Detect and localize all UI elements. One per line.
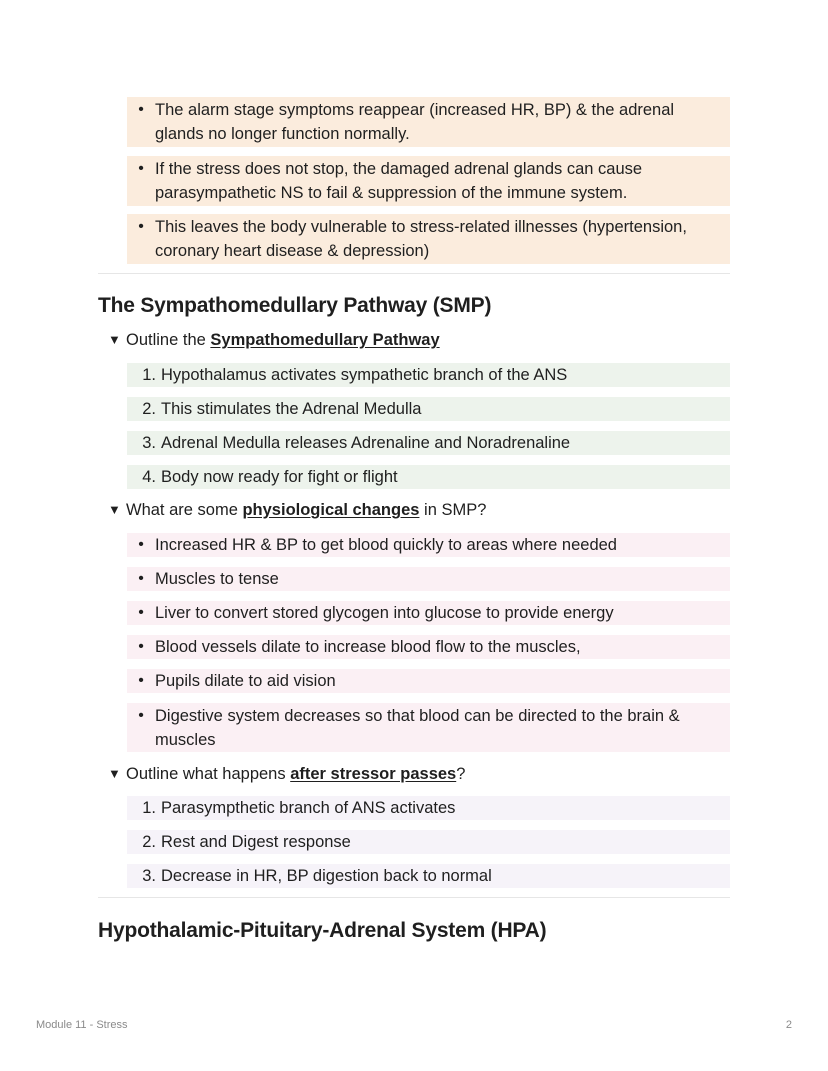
list-item: • The alarm stage symptoms reappear (increased HR, BP) & the adrenal glands no longer function normally.: [127, 97, 730, 147]
numbered-item: 4. Body now ready for fight or flight: [127, 465, 730, 489]
bullet-icon: •: [138, 638, 144, 655]
toggle-triangle-icon[interactable]: ▼: [108, 766, 121, 781]
list-item: • Digestive system decreases so that blood can be directed to the brain & muscles: [127, 703, 730, 752]
numbered-item: 3. Decrease in HR, BP digestion back to normal: [127, 864, 730, 888]
bullet-icon: •: [138, 672, 144, 689]
list-item: • Increased HR & BP to get blood quickly to areas where needed: [127, 533, 730, 557]
toggle-triangle-icon[interactable]: ▼: [108, 332, 121, 347]
section-heading-smp: The Sympathomedullary Pathway (SMP): [98, 294, 492, 317]
toggle-outline-smp[interactable]: ▼ Outline the Sympathomedullary Pathway: [108, 328, 440, 352]
toggle-physiological-changes[interactable]: ▼ What are some physiological changes in SMP?: [108, 498, 486, 522]
bullet-icon: •: [138, 101, 144, 118]
bullet-icon: •: [138, 160, 144, 177]
numbered-item: 1. Hypothalamus activates sympathetic branch of the ANS: [127, 363, 730, 387]
bullet-icon: •: [138, 536, 144, 553]
numbered-item: 3. Adrenal Medulla releases Adrenaline and Noradrenaline: [127, 431, 730, 455]
numbered-item: 2. This stimulates the Adrenal Medulla: [127, 397, 730, 421]
section-heading-hpa: Hypothalamic-Pituitary-Adrenal System (HPA): [98, 919, 547, 942]
list-item: • Blood vessels dilate to increase blood flow to the muscles,: [127, 635, 730, 659]
list-item: • Liver to convert stored glycogen into glucose to provide energy: [127, 601, 730, 625]
page-number: 2: [785, 1019, 792, 1031]
divider: [98, 897, 730, 898]
toggle-triangle-icon[interactable]: ▼: [108, 502, 121, 517]
toggle-after-stressor[interactable]: ▼ Outline what happens after stressor passes ?: [108, 762, 465, 786]
divider: [98, 273, 730, 274]
bullet-icon: •: [138, 218, 144, 235]
bullet-icon: •: [138, 604, 144, 621]
list-item: • If the stress does not stop, the damaged adrenal glands can cause parasympathetic NS to fail & suppression of the immune system.: [127, 156, 730, 206]
numbered-item: 2. Rest and Digest response: [127, 830, 730, 854]
list-item: • This leaves the body vulnerable to stress-related illnesses (hypertension, coronary heart disease & depression): [127, 214, 730, 264]
list-item: • Muscles to tense: [127, 567, 730, 591]
bullet-icon: •: [138, 707, 144, 724]
footer-title: Module 11 - Stress: [36, 1019, 128, 1031]
list-item: • Pupils dilate to aid vision: [127, 669, 730, 693]
bullet-icon: •: [138, 570, 144, 587]
numbered-item: 1. Parasympthetic branch of ANS activates: [127, 796, 730, 820]
